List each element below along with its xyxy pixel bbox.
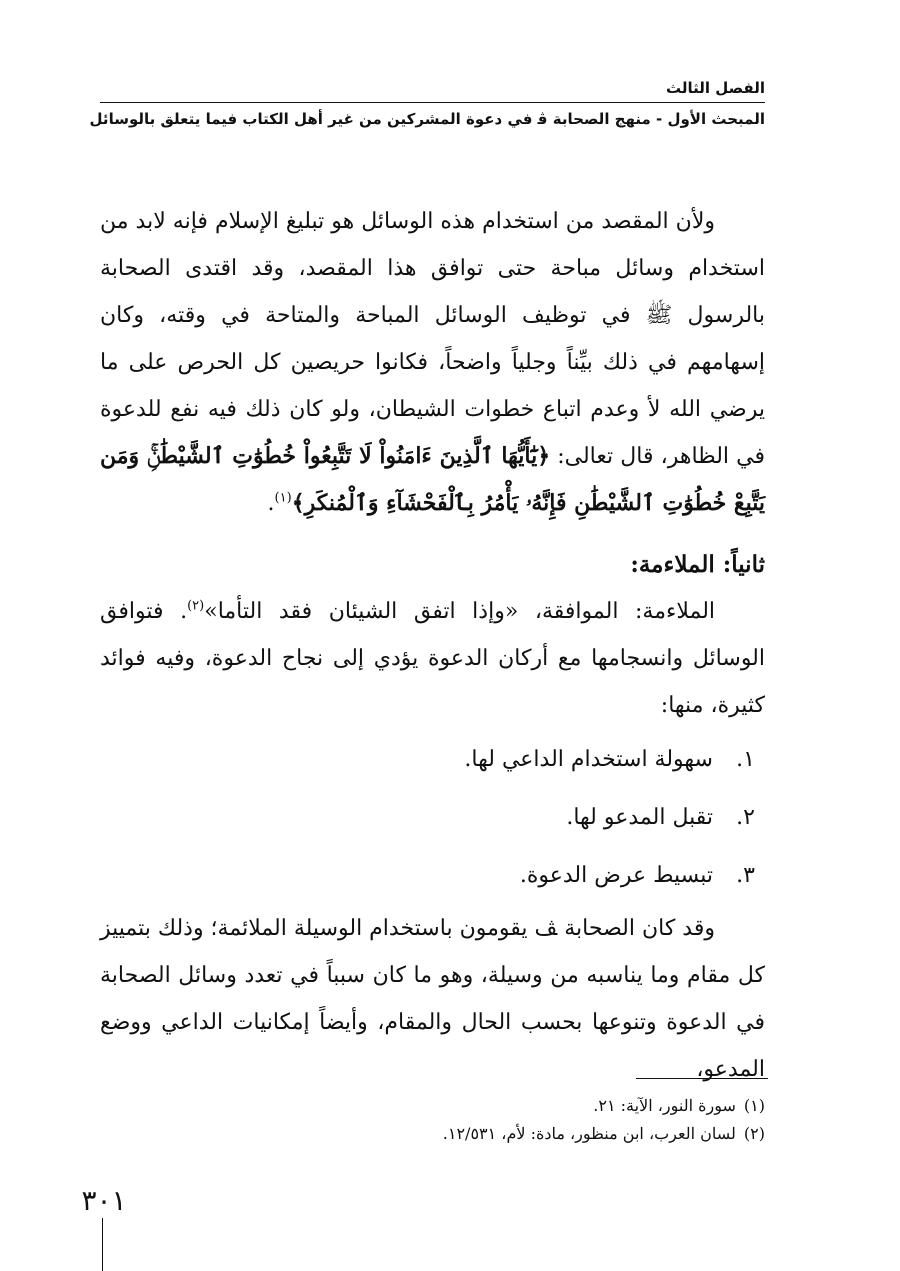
paragraph-1-text: ولأن المقصد من استخدام هذه الوسائل هو تبليغ الإسلام فإنه لابد من استخدام وسائل مباحة حتى توافق هذا المقصد، وقد اقتدى الصحابة بالرسول ﷺ في توظيف الوسائل المباحة والمتاحة في وقته، وكان إسهامهم في ذلك بيِّناً وجلياً واضحاً، فكانوا حريصين كل الحرص على ما يرضي الله ﻷ وعدم اتباع خطوات الشيطان، ولو كان ذلك فيه نفع للدعوة في الظاهر، قال تعالى: [100, 209, 766, 469]
page-number: ٣٠١ [81, 1184, 127, 1217]
footnote-item [100, 1120, 765, 1148]
paragraph-2 [100, 588, 765, 729]
running-head [89, 78, 765, 129]
section-title: المبحث الأول - منهج الصحابة ﭬ في دعوة المشركين من غير أهل الكتاب فيما يتعلق بالوسائل [89, 110, 765, 128]
list-item-number: ١. [736, 747, 755, 772]
list-item-text: سهولة استخدام الداعي لها. [464, 747, 713, 772]
paragraph-2-text: الملاءمة: الموافقة، «وإذا اتفق الشيئان فقد التأما» [204, 599, 716, 624]
page-margin-line [102, 1218, 103, 1271]
chapter-title: الفصل الثالث [665, 79, 765, 97]
paragraph-1 [100, 198, 765, 527]
footnote-item [100, 1092, 765, 1120]
quran-verse: ﴿يَٰٓأَيُّهَا ٱلَّذِينَ ءَامَنُواْ لَا تَتَّبِعُواْ خُطُوَٰتِ ٱلشَّيْطَٰنِۚ وَمَن يَتَّبِعْ خُطُوَٰتِ ٱلشَّيْطَٰنِ فَإِنَّهُۥ يَأْمُرُ بِٱلْفَحْشَآءِ وَٱلْمُنكَرِ﴾ [100, 443, 765, 516]
footnote-ref-1[interactable]: (١) [274, 490, 292, 506]
body-text [100, 198, 765, 1093]
list-item [100, 789, 765, 847]
footnote-text: لسان العرب، ابن منظور، مادة: لأم، ١٢/٥٣١. [442, 1124, 736, 1143]
list-item-number: ٣. [736, 863, 755, 888]
footnote-number: (١) [743, 1096, 765, 1115]
header-rule [100, 102, 765, 103]
subheading: ثانياً: الملاءمة: [630, 551, 765, 578]
footnote-number: (٢) [743, 1124, 765, 1143]
list-item-text: تبسيط عرض الدعوة. [519, 863, 713, 888]
footnotes [100, 1092, 765, 1148]
paragraph-3: وقد كان الصحابة ﭫ يقومون باستخدام الوسيلة الملائمة؛ وذلك بتمييز كل مقام وما يناسبه من وسيلة، وهو ما كان سبباً في تعدد وسائل الصحابة في الدعوة وتنوعها بحسب الحال والمقام، وأيضاً إمكانيات الداعي ووضع المدعو، [100, 916, 765, 1082]
benefits-list [100, 731, 765, 905]
paragraph-1-end: . [267, 491, 275, 516]
list-item-text: تقبل المدعو لها. [566, 805, 713, 830]
footnote-separator [636, 1078, 768, 1079]
list-item [100, 731, 765, 789]
footnote-ref-2[interactable]: (٢) [187, 598, 205, 614]
list-item [100, 847, 765, 905]
list-item-number: ٢. [736, 805, 755, 830]
paragraph-2-rest: . فتوافق الوسائل وانسجامها مع أركان الدعوة يؤدي إلى نجاح الدعوة، وفيه فوائد كثيرة، منها: [100, 599, 765, 718]
footnote-text: سورة النور، الآية: ٢١. [593, 1096, 736, 1115]
